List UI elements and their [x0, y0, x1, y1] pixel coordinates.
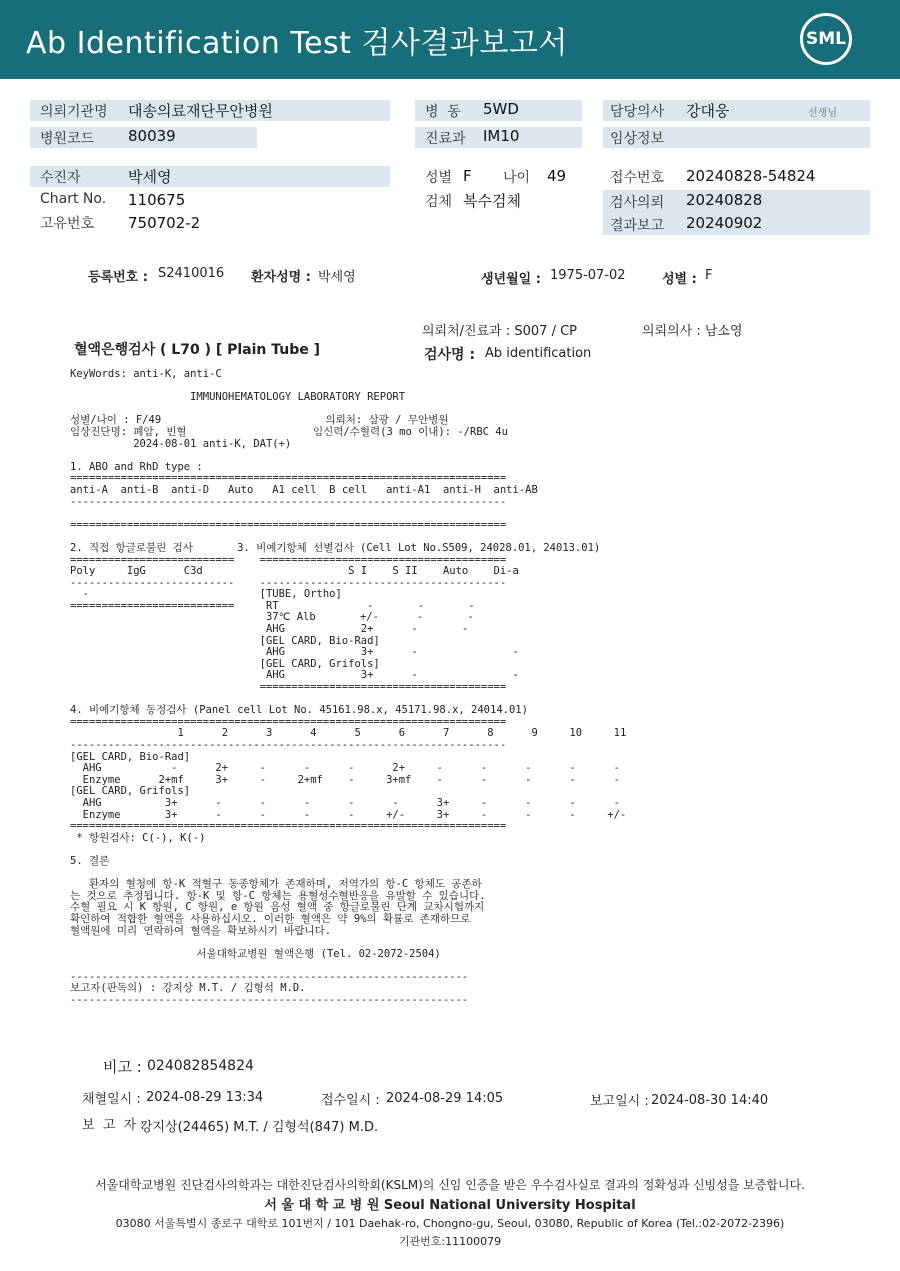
regno-label: 등록번호 : [88, 270, 148, 285]
dob-label: 생년월일 : [481, 272, 541, 287]
report-title: Ab Identification Test 검사결과보고서 [26, 26, 568, 61]
report-line: 5. 결론 [70, 854, 110, 867]
patient-name-label: 환자성명 : [251, 270, 311, 285]
report-line: --------------------------------------------------------------------- [70, 495, 507, 508]
report-line: 37℃ Alb +/- - - [70, 611, 474, 624]
referral-doctor: 의뢰의사 : 남소영 [642, 324, 743, 339]
report-line: AHG 3+ - - [70, 646, 519, 659]
doctor-label: 담당의사 [610, 104, 665, 120]
sex-label: 성별 [425, 170, 453, 186]
report-line: 확인하여 적합한 혈액을 사용하십시오. 이러한 혈액은 약 9%의 확률로 존재하므로 [70, 912, 471, 925]
report-line: --------------------------------------------------------------------- [70, 739, 507, 751]
report-line: 2024-08-01 anti-K, DAT(+) [70, 437, 292, 450]
report-line: -------------------------- --------------------------------------- [70, 576, 507, 589]
report-line: AHG 3+ - - [70, 669, 519, 682]
receipt-label: 접수번호 [610, 170, 665, 186]
report-line: 보고자(판독의) : 강지상 M.T. / 김형석 M.D. [70, 982, 306, 995]
receive-value: 2024-08-29 14:05 [386, 1091, 504, 1106]
report-value: 20240902 [686, 214, 763, 232]
report-line: ===================================================================== [70, 472, 507, 485]
report-line: ===================================================================== [70, 820, 507, 833]
report-line: * 항원검사: C(-), K(-) [70, 831, 206, 844]
unique-value: 750702-2 [128, 214, 201, 232]
report-line: anti-A anti-B anti-D Auto A1 cell B cell anti-A1 anti-H anti-AB [70, 483, 538, 496]
doctor-value: 강대웅 [686, 102, 730, 120]
patient-bar [30, 166, 390, 187]
test-name-value: Ab identification [485, 346, 592, 361]
lab-report-body [70, 369, 626, 1007]
dept-label: 진료과 [425, 131, 466, 147]
report-line: KeyWords: anti-K, anti-C [70, 368, 222, 380]
report-line: 2. 직접 항글로불린 검사 3. 비예기항체 선별검사 (Cell Lot No.S509, 24028.01, 24013.01) [70, 541, 601, 554]
patient-label: 수진자 [40, 170, 81, 186]
chart-label: Chart No. [40, 191, 107, 207]
remark-value: 024082854824 [147, 1058, 254, 1074]
report-line: ========================== ======================================= [70, 553, 507, 566]
reporter-label: 보 고 자 : [82, 1118, 145, 1133]
doctor-suffix: 선생님 [808, 108, 837, 119]
report-line: 수혈 필요 시 K 항원, C 항원, e 항원 음성 혈액 중 항글로불린 단계 교차시험까지 [70, 901, 485, 914]
age-label: 나이 [503, 170, 531, 186]
request-label: 검사의뢰 [610, 195, 665, 211]
patient-name-value: 박세영 [318, 270, 356, 285]
report-line: [GEL CARD, Bio-Rad] [70, 750, 191, 763]
report-line: Enzyme 3+ - - - - +/- 3+ - - - +/- [70, 808, 627, 821]
report-line: [GEL CARD, Grifols] [70, 657, 380, 670]
report-line: ======================================= [70, 681, 507, 694]
report-line: 는 것으로 추정됩니다. 항-K 및 항-C 항체는 용혈성수혈반응을 유발할 수 있습니다. [70, 889, 486, 902]
collect-value: 2024-08-29 13:34 [146, 1090, 264, 1105]
clinical-label: 임상정보 [610, 131, 665, 147]
patient-value: 박세영 [128, 168, 172, 186]
specimen-value: 복수검체 [463, 192, 521, 210]
report-line: 혈액원에 미리 연락하여 혈액을 확보하시기 바랍니다. [70, 924, 332, 937]
age-value: 49 [547, 167, 567, 185]
report-line: ===================================================================== [70, 518, 507, 531]
reg-sex-value: F [705, 268, 713, 283]
receipt-value: 20240828-54824 [686, 167, 816, 185]
report-line: --------------------------------------------------------------- [70, 994, 469, 1007]
report-line: - [TUBE, Ortho] [70, 588, 342, 601]
specimen-label: 검체 [425, 194, 453, 210]
report-time-value: 2024-08-30 14:40 [651, 1093, 769, 1108]
footer-hospital-name: 서 울 대 학 교 병 원 Seoul National University Hospital [264, 1198, 636, 1213]
collect-label: 채혈일시 : [82, 1092, 141, 1107]
reg-sex-label: 성별 : [662, 272, 697, 287]
receive-label: 접수일시 : [321, 1093, 380, 1108]
test-title: 혈액은행검사 ( L70 ) [ Plain Tube ] [74, 342, 321, 358]
footer-certification: 서울대학교병원 진단검사의학과는 대한진단검사의학회(KSLM)의 신임 인증을 받은 우수검사실로 결과의 정확성과 신빙성을 보증합니다. [95, 1178, 805, 1192]
referral: 의뢰처/진료과 : S007 / CP [422, 324, 577, 339]
report-line [70, 937, 626, 949]
report-line: ===================================================================== [70, 715, 507, 728]
report-line: 임상진단명: 폐암, 빈혈 임신력/수혈력(3 mo 이내): -/RBC 4u [70, 425, 508, 438]
regno-value: S2410016 [158, 266, 225, 281]
ward-label: 병 동 [425, 104, 461, 120]
request-value: 20240828 [686, 191, 763, 209]
report-line: 환자의 혈청에 항-K 적혈구 동종항체가 존재하며, 저역가의 항-C 항체도 공존하 [70, 878, 482, 891]
report-line: --------------------------------------------------------------- [70, 970, 469, 983]
footer-address: 03080 서울특별시 종로구 대학로 101번지 / 101 Daehak-ro, Chongno-gu, Seoul, 03080, Republic of Korea (Tel.:02-2072-2396) [115, 1217, 785, 1230]
report-line: Poly IgG C3d S I S II Auto Di-a [70, 565, 519, 578]
unique-label: 고유번호 [40, 216, 95, 232]
hospital-code-value: 80039 [128, 127, 176, 145]
report-line [70, 450, 626, 462]
report-line: 성별/나이 : F/49 의뢰처: 삼광 / 무안병원 [70, 414, 449, 427]
report-line: AHG 2+ - - [70, 623, 469, 636]
institution-value: 대송의료재단무안병원 [128, 102, 273, 120]
footer-institution-code: 기관번호:11100079 [398, 1235, 502, 1248]
report-line: 1 2 3 4 5 6 7 8 9 10 11 [70, 727, 627, 740]
report-line: 4. 비예기항체 동정검사 (Panel cell Lot No. 45161.98.x, 45171.98.x, 24014.01) [70, 704, 528, 717]
report-time-label: 보고일시 : [590, 1094, 649, 1109]
report-line: Enzyme 2+mf 3+ - 2+mf - 3+mf - - - - - [70, 773, 620, 786]
report-line: IMMUNOHEMATOLOGY LABORATORY REPORT [70, 391, 406, 404]
sex-value: F [463, 167, 472, 185]
report-line: AHG 3+ - - - - - 3+ - - - - [70, 796, 620, 809]
report-header [0, 0, 900, 79]
report-line: AHG - 2+ - - - 2+ - - - - - [70, 762, 620, 775]
report-line [70, 844, 626, 856]
chart-value: 110675 [128, 191, 186, 209]
dob-value: 1975-07-02 [550, 268, 626, 283]
reporter-value: 강지상(24465) M.T. / 김형석(847) M.D. [140, 1120, 379, 1135]
institution-label: 의뢰기관명 [40, 104, 108, 120]
remark-label: 비고 : [103, 1058, 142, 1076]
report-label: 결과보고 [610, 218, 665, 234]
report-line: ========================== RT - - - [70, 599, 475, 612]
report-line: [GEL CARD, Grifols] [70, 785, 191, 798]
report-line [70, 508, 626, 520]
report-line: 서울대학교병원 혈액은행 (Tel. 02-2072-2504) [70, 947, 441, 960]
hospital-code-label: 병원코드 [40, 131, 95, 147]
logo-text: SML [806, 29, 846, 49]
report-line: 1. ABO and RhD type : [70, 460, 203, 473]
dept-value: IM10 [483, 127, 520, 145]
ward-value: 5WD [483, 100, 519, 118]
report-line: [GEL CARD, Bio-Rad] [70, 634, 380, 647]
test-name-label: 검사명 : [424, 347, 476, 363]
sml-logo [800, 13, 852, 65]
